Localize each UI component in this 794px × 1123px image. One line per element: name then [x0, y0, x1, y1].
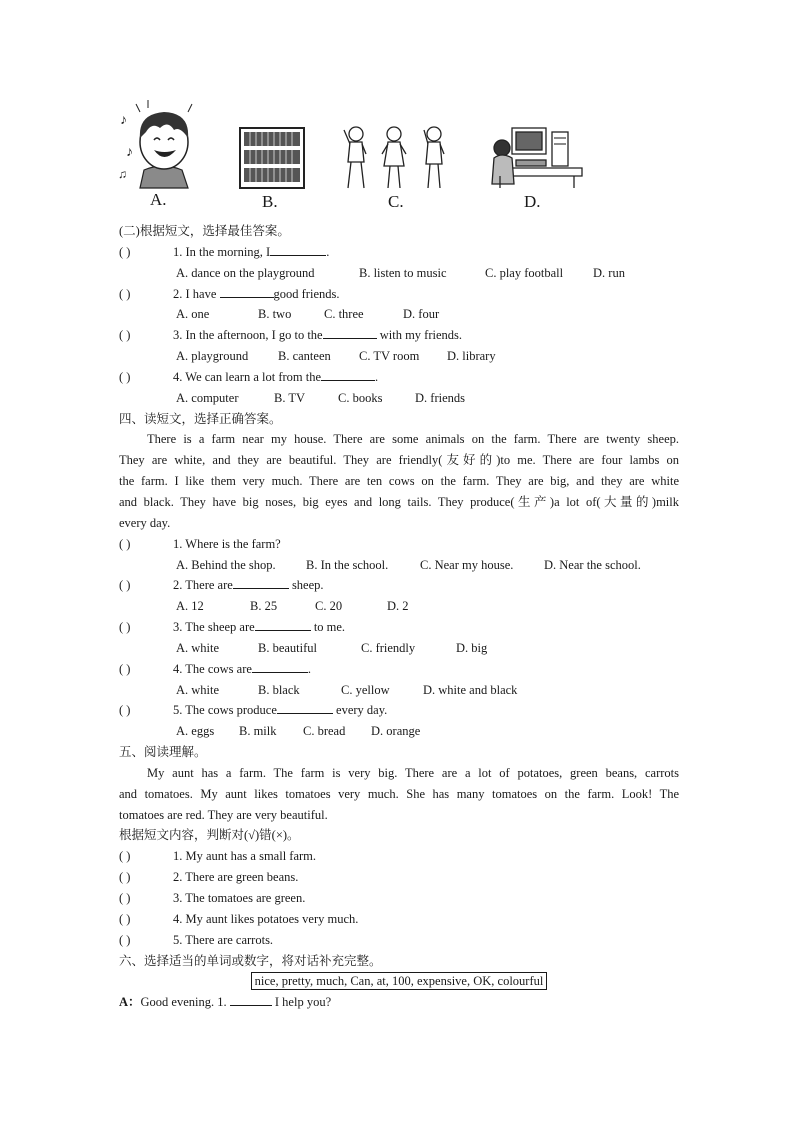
s4-question-1	[119, 534, 679, 555]
option-c: C. three	[324, 307, 364, 322]
s4-options-3	[119, 638, 679, 659]
picture-d	[490, 124, 586, 211]
statement-text: 3. The tomatoes are green.	[173, 891, 306, 905]
statement-text: 4. My aunt likes potatoes very much.	[173, 911, 359, 926]
singing-boy-icon	[118, 98, 208, 190]
question-stem: 2. I have	[173, 286, 217, 301]
option-b: B. In the school.	[306, 557, 389, 572]
s4-question-5	[119, 700, 679, 721]
s2-options-4	[119, 388, 679, 409]
s5-statement-1	[119, 846, 679, 867]
question-stem: 1. In the morning, I	[173, 244, 271, 259]
speaker-label: A：	[119, 995, 141, 1010]
s2-question-1	[119, 242, 679, 263]
answer-blank[interactable]	[230, 993, 272, 1006]
option-c: C. books	[338, 390, 383, 405]
answer-paren[interactable]: ( )	[119, 578, 131, 593]
s5-statement-2	[119, 867, 679, 888]
statement-text: 5. There are carrots.	[173, 932, 274, 947]
picture-a-label: A.	[150, 190, 167, 209]
option-b: B. black	[258, 682, 300, 697]
answer-blank[interactable]	[321, 368, 375, 381]
option-c: C. TV room	[359, 349, 420, 364]
question-after: good friends.	[273, 286, 340, 301]
statement-text: 2. There are green beans.	[173, 870, 299, 885]
option-a: A. dance on the playground	[176, 265, 315, 280]
computer-user-icon	[490, 124, 586, 190]
dialogue-line-1	[119, 992, 679, 1013]
answer-blank[interactable]	[277, 701, 333, 714]
svg-text:♪: ♪	[120, 113, 127, 128]
question-stem: 1. Where is the farm?	[173, 536, 281, 551]
question-after: every day.	[332, 703, 388, 718]
option-d: D. four	[403, 307, 440, 322]
answer-paren[interactable]: ( )	[119, 661, 131, 676]
answer-paren[interactable]: ( )	[119, 369, 131, 384]
picture-a	[118, 98, 208, 209]
picture-c-label: C.	[388, 192, 404, 211]
s2-options-2	[119, 304, 679, 325]
answer-paren[interactable]: ( )	[119, 244, 131, 259]
question-stem: 5. The cows produce	[173, 703, 277, 718]
section4-passage-line: They are white, and they are beautiful. They are friendly(友好的)to me. There are four lambs on	[119, 453, 679, 468]
option-a: A. playground	[176, 349, 249, 364]
option-b: B. two	[258, 307, 292, 322]
picture-b-label: B.	[262, 192, 278, 211]
question-stem: 2. There are	[173, 578, 233, 593]
s4-question-4	[119, 659, 679, 680]
svg-text:♪: ♪	[126, 145, 133, 160]
option-d: D. 2	[387, 599, 409, 614]
s5-statement-4	[119, 909, 679, 930]
s4-question-3	[119, 617, 679, 638]
s2-options-3	[119, 346, 679, 367]
picture-c	[340, 124, 452, 211]
answer-paren[interactable]: ( )	[119, 703, 131, 718]
answer-paren[interactable]: ( )	[119, 536, 131, 551]
option-a: A. one	[176, 307, 210, 322]
s2-options-1	[119, 263, 679, 284]
option-c: C. Near my house.	[420, 557, 514, 572]
section5-passage-line: tomatoes are red. They are very beautiful.	[119, 807, 328, 822]
answer-blank[interactable]	[233, 576, 289, 589]
section6-heading: 六、选择适当的单词或数字，将对话补充完整。	[119, 953, 382, 968]
s4-options-2	[119, 596, 679, 617]
section5-instruction: 根据短文内容，判断对(√)错(×)。	[119, 828, 300, 843]
question-stem: 3. In the afternoon, I go to the	[173, 328, 323, 343]
bookshelf-icon	[236, 126, 308, 190]
option-c: C. 20	[315, 599, 343, 614]
option-a: A. white	[176, 640, 220, 655]
option-c: C. bread	[303, 724, 346, 739]
question-stem: 4. The cows are	[173, 661, 252, 676]
section4-passage-line: There is a farm near my house. There are some animals on the farm. There are twenty sheep.	[147, 432, 679, 447]
svg-text:♫: ♫	[118, 167, 127, 181]
option-b: B. beautiful	[258, 640, 318, 655]
picture-b	[236, 126, 308, 211]
word-bank-box: nice, pretty, much, Can, at, 100, expensive, OK, colourful	[251, 972, 548, 990]
answer-blank[interactable]	[252, 660, 308, 673]
option-d: D. library	[447, 349, 496, 364]
question-after: sheep.	[288, 578, 324, 593]
section4-heading: 四、读短文，选择正确答案。	[119, 411, 282, 426]
option-a: A. white	[176, 682, 220, 697]
picture-d-label: D.	[524, 192, 541, 211]
answer-paren[interactable]: ( )	[119, 932, 131, 947]
question-after: with my friends.	[376, 328, 463, 343]
s5-statement-5	[119, 930, 679, 951]
section4-passage-line: every day.	[119, 515, 171, 530]
option-a: A. 12	[176, 599, 204, 614]
question-stem: 3. The sheep are	[173, 620, 255, 635]
worksheet-content	[119, 221, 679, 1013]
answer-paren[interactable]: ( )	[119, 286, 131, 301]
option-a: A. Behind the shop.	[176, 557, 276, 572]
section2-heading: (二)根据短文，选择最佳答案。	[119, 224, 290, 238]
question-after: .	[307, 661, 312, 676]
s2-question-4	[119, 367, 679, 388]
answer-paren[interactable]: ( )	[119, 849, 131, 864]
section4-passage-line: and black. They have big noses, big eyes and long tails. They produce(生产)a lot of(大量的)milk	[119, 494, 679, 509]
option-a: A. computer	[176, 390, 239, 405]
dialogue-before: Good evening. 1.	[140, 995, 230, 1010]
answer-paren[interactable]: ( )	[119, 891, 131, 905]
answer-paren[interactable]: ( )	[119, 911, 131, 926]
section5-passage-line: My aunt has a farm. The farm is very big. There are a lot of potatoes, green beans, carrots	[147, 765, 679, 780]
option-d: D. friends	[415, 390, 465, 405]
s4-options-4	[119, 680, 679, 701]
question-stem: 4. We can learn a lot from the	[173, 369, 322, 384]
section6-wordbox-row	[119, 971, 679, 992]
question-after: .	[326, 244, 330, 259]
three-children-icon	[340, 124, 452, 190]
s5-statement-3	[119, 888, 679, 909]
question-after: to me.	[310, 620, 346, 635]
section4-passage-line: the farm. I like them very much. There are ten cows on the farm. They are big, and they are white	[119, 474, 679, 489]
answer-paren[interactable]: ( )	[119, 620, 131, 635]
option-b: B. milk	[239, 724, 277, 739]
option-a: A. eggs	[176, 724, 215, 739]
option-c: C. play football	[485, 265, 564, 280]
section5-heading: 五、阅读理解。	[119, 745, 207, 760]
option-b: B. listen to music	[359, 265, 447, 280]
answer-paren[interactable]: ( )	[119, 328, 131, 343]
answer-blank[interactable]	[323, 326, 377, 339]
s2-question-3	[119, 325, 679, 346]
answer-blank[interactable]	[255, 618, 311, 631]
picture-row	[112, 98, 612, 216]
option-d: D. run	[593, 265, 625, 280]
section5-passage-line: and tomatoes. My aunt likes tomatoes very much. She has many tomatoes on the farm. Look! The	[119, 786, 679, 801]
option-d: D. big	[456, 640, 488, 655]
option-c: C. friendly	[361, 640, 416, 655]
s2-question-2	[119, 284, 679, 305]
s4-options-5	[119, 721, 679, 742]
option-d: D. white and black	[423, 682, 518, 697]
s4-options-1	[119, 555, 679, 576]
option-b: B. canteen	[278, 349, 331, 364]
answer-blank[interactable]	[270, 243, 326, 256]
option-b: B. TV	[274, 390, 306, 405]
option-d: D. orange	[371, 724, 421, 739]
statement-text: 1. My aunt has a small farm.	[173, 849, 317, 864]
s4-question-2	[119, 575, 679, 596]
answer-paren[interactable]: ( )	[119, 870, 131, 885]
option-d: D. Near the school.	[544, 557, 641, 572]
question-after: .	[375, 369, 379, 384]
option-c: C. yellow	[341, 682, 390, 697]
option-b: B. 25	[250, 599, 278, 614]
answer-blank[interactable]	[220, 285, 274, 298]
dialogue-after: I help you?	[271, 995, 332, 1010]
